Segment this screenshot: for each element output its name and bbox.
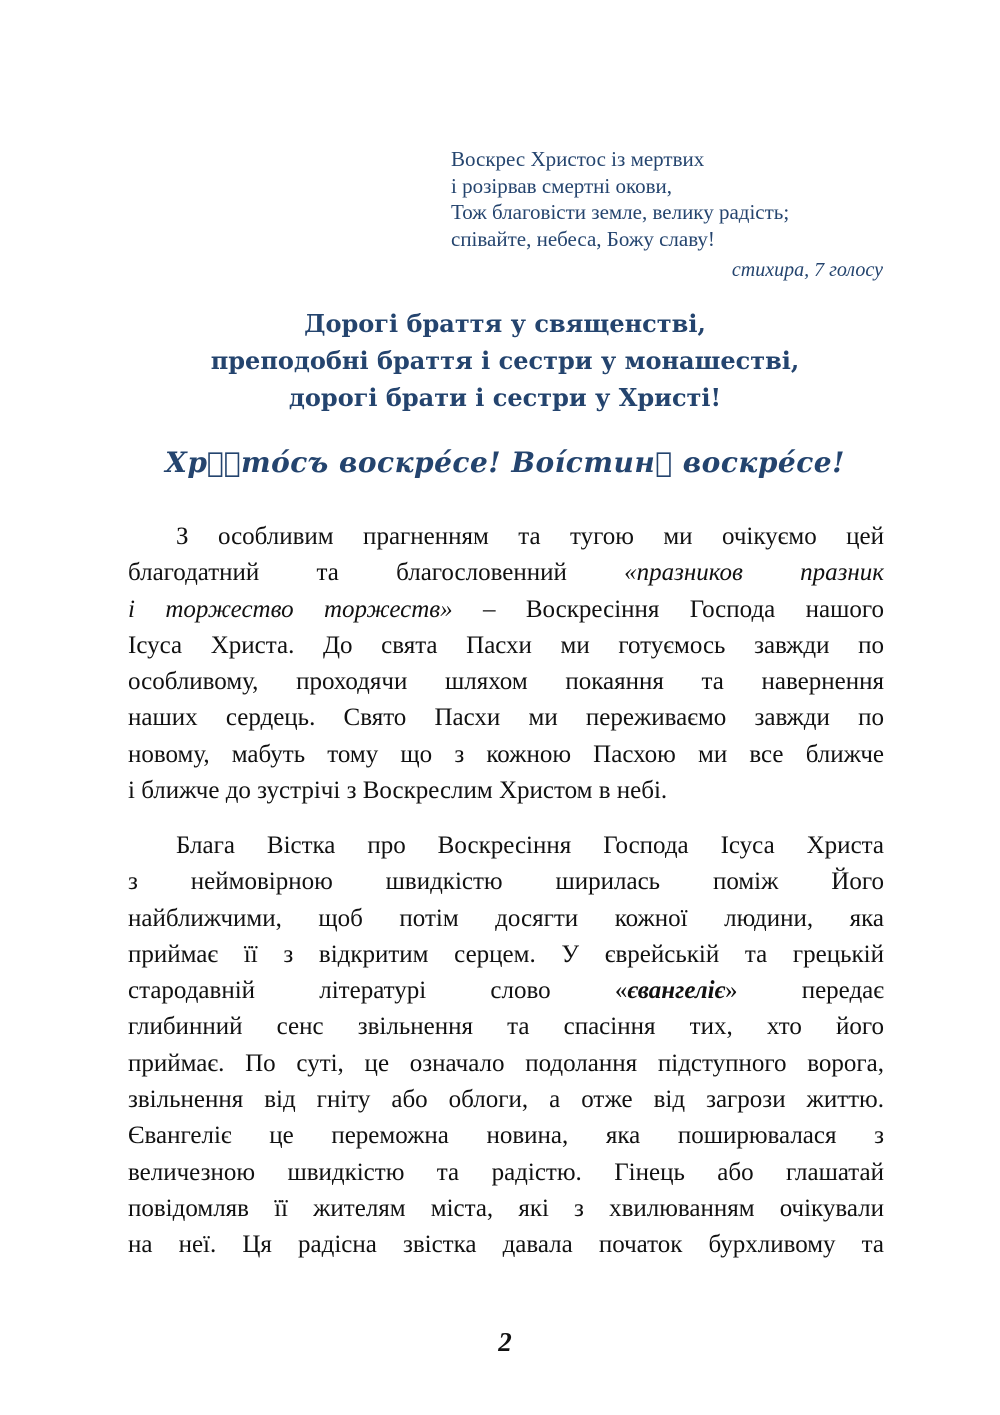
paragraph-line: звільнення від гніту або облоги, а отже від загрози життю. [128, 1086, 884, 1114]
page-number: 2 [498, 1327, 512, 1357]
paragraph-line: наших сердець. Свято Пасхи ми переживаємо завжди по [128, 704, 884, 732]
epigraph-line: і розірвав смертні окови, [451, 173, 673, 198]
paragraph-text: – Воскресіння Господа нашого [452, 595, 884, 623]
paschal-greeting: Хрⷭ҇то́съ воскре́се! Воі́стинꙋ воскре́се! [165, 446, 845, 479]
paragraph-line: приймає її з відкритим серцем. У єврейській та грецькій [128, 940, 884, 968]
address-line: дорогі брати і сестри у Христі! [288, 383, 722, 412]
paragraph-line: глибинний сенс звільнення та спасіння тих, хто його [128, 1013, 884, 1041]
epigraph [451, 146, 891, 252]
paragraph-text: » передає [724, 977, 884, 1005]
paragraph-line: Блага Вістка про Воскресіння Господа Ісуса Христа [176, 832, 884, 859]
paragraph-line: величезною швидкістю та радістю. Гінець або глашатай [128, 1158, 884, 1186]
paragraph-line [128, 555, 884, 591]
paragraph-line: приймає. По суті, це означало подолання підступного ворога, [128, 1049, 884, 1077]
paragraph-line: і ближче до зустрічі з Воскреслим Христом в небі. [128, 777, 668, 805]
quoted-phrase: і торжество торжеств» [128, 595, 453, 623]
paragraph-line: Ісуса Христа. До свята Пасхи ми готуємось завжди по [128, 631, 884, 659]
body-paragraph [128, 828, 884, 1264]
address-line: Дорогі браття у священстві, [304, 309, 706, 338]
address-heading [0, 305, 1000, 416]
paragraph-line: З особливим прагненням та тугою ми очікуємо цей [176, 523, 884, 550]
epigraph-line: Тож благовісти земле, велику радість; [451, 200, 790, 224]
epigraph-line: співайте, небеса, Божу славу! [451, 226, 715, 251]
paragraph-line: новому, мабуть тому що з кожною Пасхою ми все ближче [128, 740, 884, 768]
paragraph-text: стародавній літературі слово « [128, 977, 628, 1005]
quoted-phrase: «празников празник [624, 559, 885, 587]
paragraph-line: повідомляв її жителям міста, які з хвилюванням очікували [128, 1194, 884, 1222]
epigraph-line: Воскрес Христос із мертвих [451, 147, 705, 171]
emphasized-term: євангеліє [627, 977, 725, 1005]
paragraph-line: на неї. Ця радісна звістка давала початок бурхливому та [128, 1231, 884, 1259]
body-paragraph [128, 519, 884, 809]
paragraph-line: найближчими, щоб потім досягти кожної людини, яка [128, 904, 884, 932]
paragraph-line: Євангеліє це переможна новина, яка поширювалася з [128, 1122, 884, 1150]
paragraph-line [128, 592, 884, 628]
paragraph-line [128, 973, 884, 1009]
paragraph-line: з неймовірною швидкістю ширилась поміж Його [128, 868, 884, 896]
address-line: преподобні браття і сестри у монашестві, [210, 346, 800, 375]
paragraph-line: особливому, проходячи шляхом покаяння та навернення [128, 668, 884, 696]
epigraph-source: стихира, 7 голосу [731, 259, 883, 281]
paragraph-text: благодатний та благословенний [128, 559, 567, 587]
